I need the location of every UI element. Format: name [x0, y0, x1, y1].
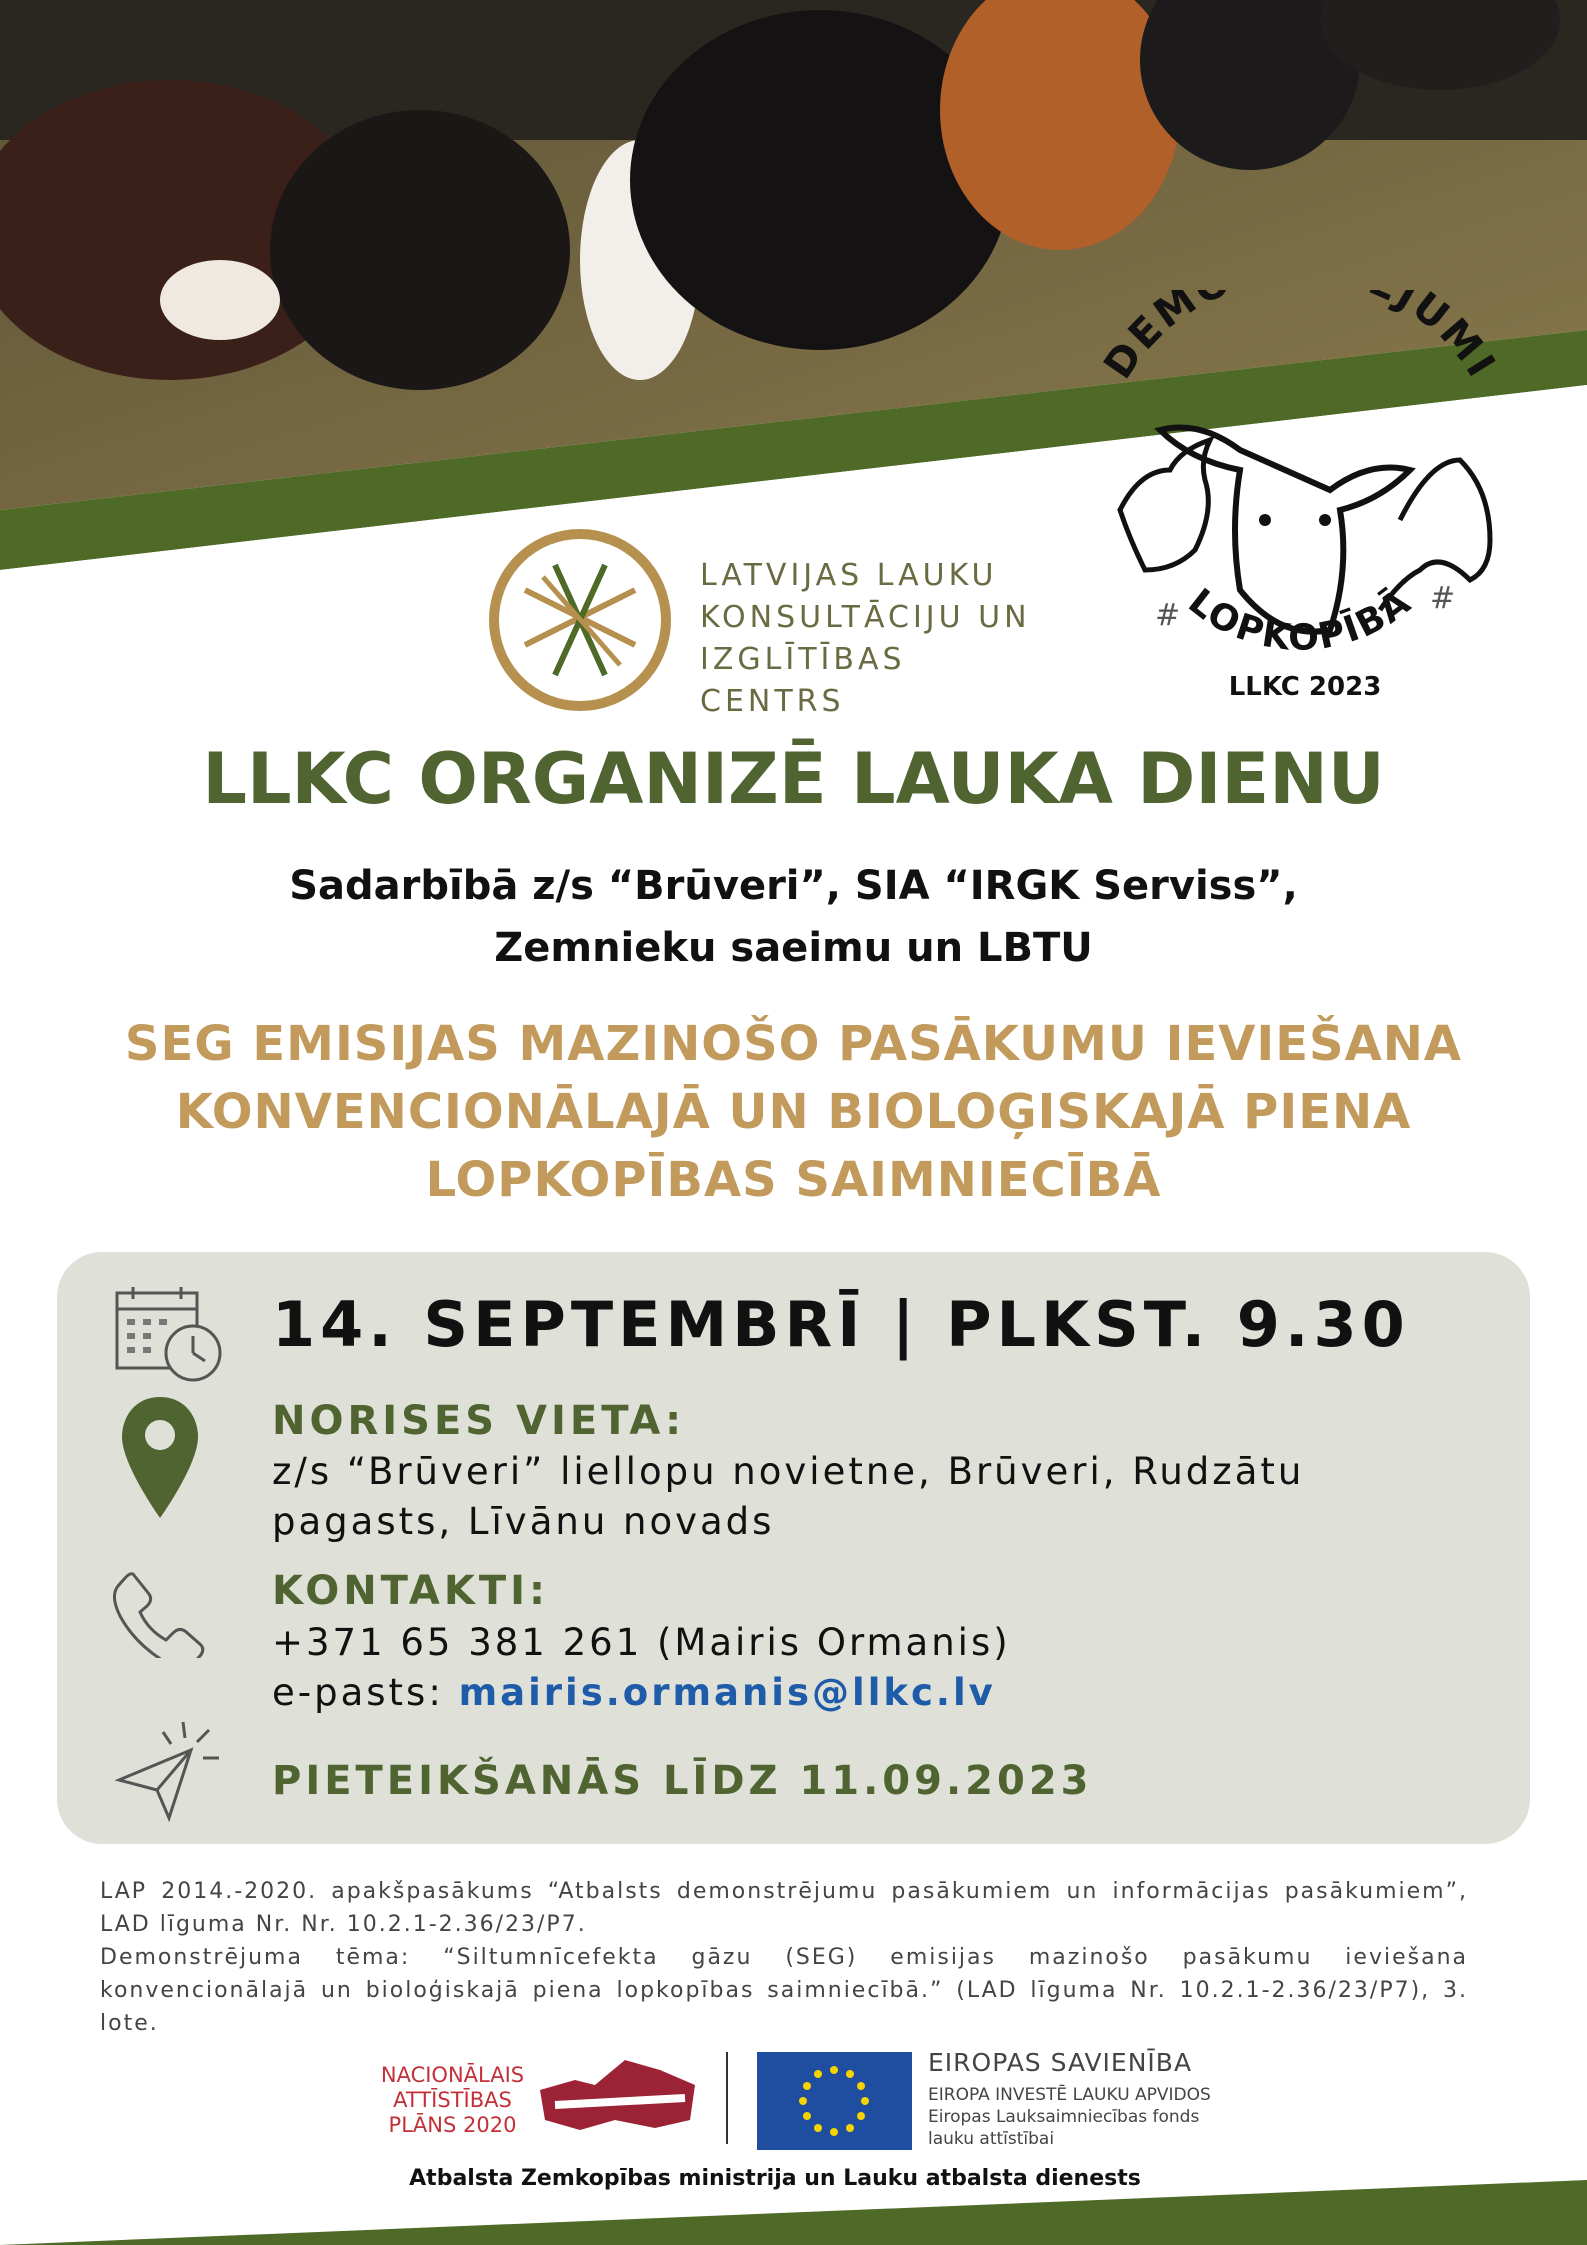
legal-paragraph: Demonstrējuma tēma: “Siltumnīcefekta gāzu (SEG) emisijas mazinošo pasākumu ieviešana konvencionālajā un bioloģiskajā piena lopkopības saimniecībā.” (LAD līguma Nr. 10.2.1-2.36/23/P7), 3. lote. [100, 1945, 1468, 2036]
email-link[interactable]: mairis.ormanis@llkc.lv [458, 1671, 996, 1714]
stamp-arc-top: DEM JUMI [1095, 290, 1506, 388]
support-statement: Atbalsta Zemkopības ministrija un Lauku atbalsta dienests [409, 2166, 1141, 2191]
contact-phone: +371 65 381 261 (Mairis Ormanis) [272, 1621, 1011, 1664]
llkc-logo [485, 525, 1055, 719]
footer-divider [726, 2052, 728, 2144]
contact-email-row [272, 1668, 996, 1718]
calendar-clock-icon [113, 1283, 225, 1383]
svg-text:#: # [1430, 581, 1456, 616]
eu-subtitle [928, 2084, 1211, 2150]
llkc-logo-mark [485, 525, 675, 715]
stamp-arc-bottom: LOPKOPĪBĀ [1180, 580, 1420, 659]
email-prefix: e-pasts: [272, 1671, 459, 1714]
stamp-year: LLKC 2023 [1228, 672, 1382, 702]
phone-icon [113, 1568, 208, 1658]
page-title: LLKC ORGANIZĒ LAUKA DIENU [202, 738, 1385, 820]
location-address [272, 1447, 1304, 1547]
eu-flag-logo [757, 2052, 912, 2150]
address-line: z/s “Brūveri” liellopu novietne, Brūveri, Rudzātu [272, 1450, 1305, 1493]
location-pin-icon [120, 1395, 200, 1520]
topic-line: SEG EMISIJAS MAZINOŠO PASĀKUMU IEVIEŠANA [124, 1016, 1463, 1072]
address-line: pagasts, Līvānu novads [272, 1500, 775, 1543]
nap-line: NACIONĀLAIS [380, 2063, 525, 2087]
legal-notice [100, 1875, 1468, 2040]
eu-title: EIROPAS SAVIENĪBA [928, 2048, 1193, 2077]
contacts-label: KONTAKTI: [272, 1568, 549, 1614]
subtitle-line: Sadarbībā z/s “Brūveri”, SIA “IRGK Serviss”, [289, 863, 1298, 909]
event-topic [0, 1010, 1587, 1214]
topic-line: LOPKOPĪBAS SAIMNIECĪBĀ [425, 1152, 1162, 1208]
demo-stamp [1060, 290, 1540, 720]
legal-paragraph: LAP 2014.-2020. apakšpasākums “Atbalsts demonstrējumu pasākumiem un informācijas pasākumiem”, LAD līguma Nr. Nr. 10.2.1-2.36/23/P7. [100, 1879, 1468, 1937]
bottom-stripe [0, 2170, 1587, 2245]
event-date-time: 14. SEPTEMBRĪ | PLKST. 9.30 [272, 1288, 1410, 1361]
eu-line: Eiropas Lauksaimniecības fonds [928, 2107, 1200, 2127]
nap-line: PLĀNS 2020 [388, 2113, 517, 2137]
latvia-map-logo [535, 2050, 700, 2150]
partners-subtitle [0, 855, 1587, 979]
location-label: NORISES VIETA: [272, 1398, 686, 1444]
topic-line: KONVENCIONĀLAJĀ UN BIOLOĢISKAJĀ PIENA [175, 1084, 1412, 1140]
svg-text:LOPKOPĪBĀ [1181, 580, 1420, 659]
svg-text:DEMONSTRĒJUMI [1095, 290, 1505, 387]
send-cursor-icon [113, 1718, 223, 1823]
nap-line: ATTĪSTĪBAS [393, 2088, 512, 2112]
eu-line: lauku attīstībai [928, 2129, 1055, 2149]
nap-logo-text [365, 2063, 540, 2138]
llkc-logo-text: LATVIJAS LAUKU KONSULTĀCIJU UN IZGLĪTĪBAS CENTRS [700, 558, 1031, 719]
subtitle-line: Zemnieku saeimu un LBTU [494, 925, 1093, 971]
eu-line: EIROPA INVESTĒ LAUKU APVIDOS [928, 2085, 1211, 2105]
registration-deadline: PIETEIKŠANĀS LĪDZ 11.09.2023 [272, 1758, 1093, 1804]
svg-text:#: # [1155, 598, 1181, 633]
